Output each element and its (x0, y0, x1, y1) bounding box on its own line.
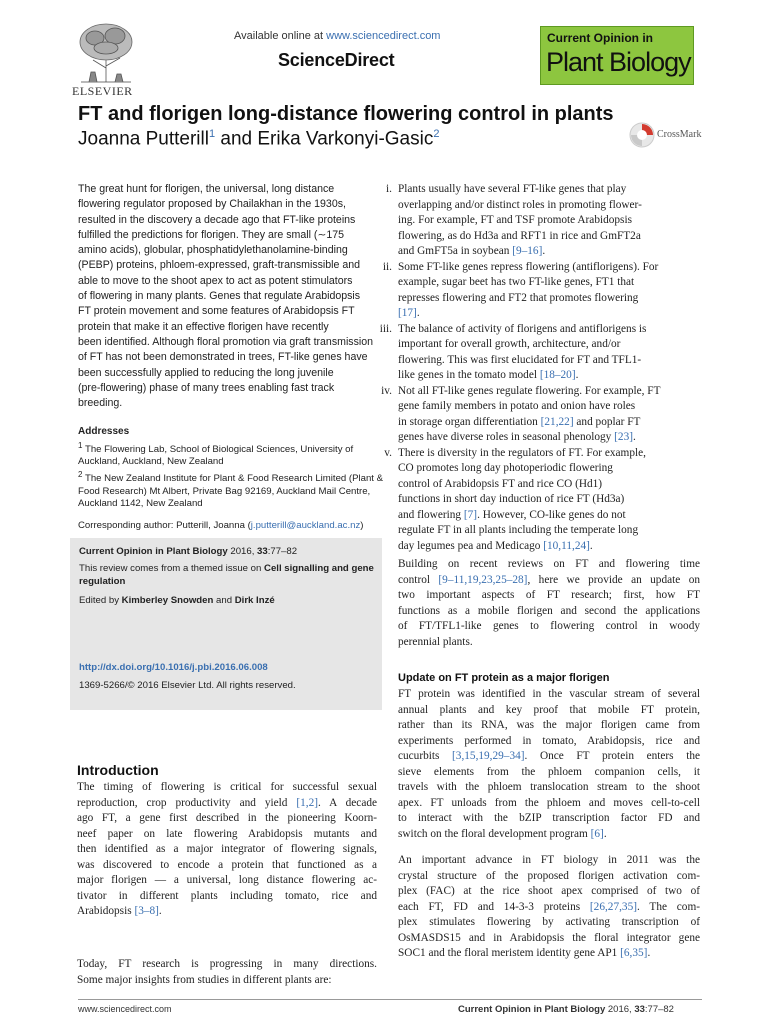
text-run: Arabidopsis (77, 905, 135, 917)
footer-pages: :77–82 (644, 1004, 674, 1015)
theme-line (79, 563, 374, 574)
corresponding-email-link[interactable]: j.putterill@auckland.ac.nz (250, 519, 361, 531)
text-run: genes have diverse roles in seasonal phenology (398, 431, 615, 443)
edited-prefix: Edited by (79, 595, 122, 606)
paragraph-line: two important aspects of FT research; first, how FT (398, 589, 700, 601)
text-run: each FT, FD and 14-3-3 proteins (398, 900, 590, 913)
paragraph-line: to interact with the bZIP transcription factor FD and (398, 812, 700, 824)
text-run: switch on the floral development program (398, 827, 591, 840)
footer-year: 2016, (605, 1004, 635, 1015)
list-item-row (368, 337, 702, 353)
corresponding-suffix: ) (360, 519, 364, 531)
list-item-text: Not all FT-like genes regulate flowering. For example, FT (398, 384, 661, 397)
text-run: . (647, 947, 651, 959)
list-item-row (368, 353, 702, 369)
paragraph-line: sieve elements from the phloem companion cells, it (398, 765, 700, 778)
paragraph-line: The timing of flowering is critical for successful sexual (77, 781, 377, 793)
address-2-line2: Food Research) Mt Albert, Private Bag 92169, Auckland Mail Centre, (78, 485, 371, 497)
list-item-text: regulate FT in all plants including the temperate long (398, 524, 639, 536)
list-item-row (368, 244, 702, 260)
paragraph-line: apex. FT unloads from the phloem and moves cell-to-cell (398, 796, 700, 809)
update-heading: Update on FT protein as a major florigen (398, 672, 610, 684)
text-run: in storage organ differentiation (398, 415, 541, 428)
paragraph-line: annual plants and key proof that mobile FT protein, (398, 703, 700, 716)
footer-website: www.sciencedirect.com (78, 1004, 172, 1014)
sciencedirect-wordmark: ScienceDirect (278, 50, 395, 70)
overview-paragraph (398, 557, 700, 650)
citation-reference[interactable]: [6,35] (620, 947, 648, 959)
article-authors (78, 128, 439, 150)
text-run: . (603, 827, 607, 840)
address-2-line1: The New Zealand Institute for Plant & Food Research Limited (Plant & (84, 473, 384, 485)
footer-citation (458, 1004, 674, 1015)
citation-reference[interactable]: [6] (590, 827, 604, 840)
paragraph-line: rather than its RNA, was the major florigen came from (398, 719, 700, 731)
list-item-text (398, 539, 593, 555)
paragraph-line: neef paper on late flowering Arabidopsis mutants and (77, 827, 377, 840)
journal-logo-box (540, 26, 694, 85)
paragraph-line: OsMASDS15 and in Arabidopsis the floral integrator gene (398, 931, 700, 944)
list-item-row (368, 306, 702, 322)
text-run: . (575, 369, 579, 381)
crossmark-badge[interactable] (628, 121, 708, 151)
list-item-text: flowering, as do Hd3a and RFT1 in rice and GmFT2a (398, 229, 641, 242)
list-item-row (368, 461, 702, 477)
abstract-line: resulted in the discovery a decade ago that FT-like proteins (78, 213, 356, 226)
list-item-row (368, 415, 702, 431)
text-run: . (589, 539, 593, 552)
list-item-text: Plants usually have several FT-like genes that play (398, 183, 627, 195)
footer-volume: 33 (634, 1004, 645, 1015)
text-run: and GmFT5a in soybean (398, 245, 513, 257)
text-run: reproduction, crop productivity and yield (77, 796, 297, 809)
address-2-line3: Auckland 1142, New Zealand (78, 498, 203, 510)
list-item-text: Some FT-like genes repress flowering (antiflorigens). For (398, 260, 659, 273)
citation-reference[interactable]: [3–8] (134, 905, 159, 917)
citation-reference[interactable]: [9–11,19,23,25–28] (438, 573, 528, 586)
citation-line (79, 546, 297, 557)
text-run: . (158, 905, 162, 917)
list-item-row (368, 477, 702, 493)
update-paragraph-1 (398, 687, 700, 842)
sciencedirect-link[interactable]: www.sciencedirect.com (326, 30, 441, 42)
citation-reference[interactable]: [17] (398, 307, 417, 319)
update-paragraph-2 (398, 853, 700, 962)
abstract-line: The great hunt for florigen, the universal, long distance (78, 183, 335, 195)
doi-link[interactable]: http://dx.doi.org/10.1016/j.pbi.2016.06.008 (79, 662, 268, 673)
corresponding-prefix: Corresponding author: Putterill, Joanna ( (78, 519, 251, 531)
address-1-line2: Auckland, Auckland, New Zealand (78, 456, 224, 468)
editor-and: and (213, 595, 235, 606)
text-run: . A decade (318, 796, 377, 809)
journal-logo-line1: Current Opinion in (547, 31, 653, 45)
abstract-line: breeding. (78, 397, 123, 410)
author-1: Joanna Putterill (78, 128, 209, 150)
paragraph-line: was discovered to encode a protein that functioned as a (77, 858, 377, 871)
paragraph-line: tivator in different plants including tomato, rice and (77, 889, 377, 902)
doi-line (79, 662, 268, 673)
article-title: FT and florigen long-distance flowering control in plants (78, 103, 614, 125)
list-item-text (398, 508, 626, 524)
article-info-box (70, 538, 382, 710)
abstract-line: amino acids), globular, phosphatidylethanolamine-binding (78, 244, 348, 257)
text-run: control (398, 573, 439, 586)
text-run: . (542, 245, 546, 257)
list-item-text: example, sugar beet has two FT-like genes, FT1 that (398, 276, 635, 288)
text-run: . The com- (637, 900, 700, 913)
list-item-row (368, 260, 702, 276)
list-item-text (398, 244, 545, 260)
introduction-heading: Introduction (77, 762, 159, 778)
theme-prefix: This review comes from a themed issue on (79, 563, 265, 574)
list-item-row (368, 368, 702, 384)
abstract-line: (pre-flowering) phase of many trees enabling fast track (78, 381, 335, 394)
paragraph-line: An important advance in FT biology in 2011 was the (398, 854, 700, 866)
text-run: , here we provide an update on (527, 573, 700, 586)
text-run: and flowering (398, 508, 464, 521)
address-1-line1: The Flowering Lab, School of Biological Sciences, University of (84, 443, 354, 455)
text-run: . However, CO-like genes do not (477, 508, 626, 521)
introduction-paragraph-2 (77, 957, 377, 988)
abstract-line: (PEBP) proteins, phloem-expressed, graft-transmissible and (78, 259, 361, 272)
paragraph-line (398, 946, 700, 962)
list-item-row (368, 446, 702, 462)
list-item-text: gene family members in potato and onion have roles (398, 400, 636, 412)
citation-year: 2016, (227, 546, 258, 557)
footer-journal: Current Opinion in Plant Biology (458, 1004, 606, 1015)
list-item-text: The balance of activity of florigens and antiflorigens is (398, 322, 647, 335)
corresponding-author (78, 520, 378, 533)
paragraph-line (77, 796, 377, 812)
editors-line (79, 595, 275, 606)
list-item-row (368, 539, 702, 555)
list-item-row (368, 430, 702, 446)
list-item-row (368, 492, 702, 508)
author-2: Erika Varkonyi-Gasic (257, 128, 434, 150)
key-insights-list (368, 182, 702, 554)
paragraph-line (398, 573, 700, 589)
paragraph-line: crystal structure of the proposed florigen activation com- (398, 869, 700, 882)
paragraph-line: FT protein was identified in the vascular stream of several (398, 688, 700, 700)
paragraph-line (398, 827, 700, 843)
list-item-row (368, 322, 702, 338)
citation-reference[interactable]: [18–20] (539, 369, 576, 381)
list-item-row (368, 229, 702, 245)
list-item-row (368, 508, 702, 524)
editor-1: Kimberley Snowden (121, 595, 214, 606)
citation-reference[interactable]: [1,2] (296, 796, 319, 809)
list-item-text (398, 430, 636, 446)
theme-line-2 (79, 576, 125, 587)
abstract-line: of flowering in many plants. Genes that regulate Arabidopsis (78, 290, 361, 303)
paragraph-line: then identified as a major integrator of flowering signals, (77, 843, 377, 855)
list-item-text (398, 306, 420, 322)
elsevier-tree-logo (72, 20, 137, 98)
text-run: cucurbits (398, 750, 453, 762)
authors-and: and (215, 128, 258, 150)
citation-reference[interactable]: [9–16] (512, 245, 543, 257)
paragraph-line: experiments performed in tomato, Arabidopsis, rice and (398, 734, 700, 747)
available-online (234, 30, 440, 42)
author-1-affiliation: 1 (208, 128, 216, 140)
list-item-row (368, 182, 702, 198)
citation-reference[interactable]: [7] (463, 508, 478, 521)
list-item-text: represses flowering and FT2 that promotes flowering (398, 291, 639, 304)
journal-logo-line2: Plant Biology (546, 47, 691, 77)
list-item-text: functions in short day induction of rice FT (Hd3a) (398, 493, 625, 505)
list-item-number: iii. (379, 322, 392, 335)
paragraph-line: ago FT, a gene first described in the pioneering Koorn- (77, 812, 377, 824)
paragraph-line: Some major insights from studies in different plants are: (77, 973, 332, 986)
crossmark-label: CrossMark (657, 129, 702, 140)
citation-reference[interactable]: [3,15,19,29–34] (452, 750, 525, 762)
publisher-name: ELSEVIER (72, 84, 133, 98)
paragraph-line: travels with the phloem translocation stream to the shoot (398, 781, 700, 793)
paragraph-line: Building on recent reviews on FT and flowering time (398, 558, 700, 570)
citation-journal: Current Opinion in Plant Biology (79, 546, 228, 557)
editor-2: Dirk Inzé (234, 595, 275, 606)
abstract-line: flowering regulator proposed by Chailakhan in the 1930s, (78, 198, 346, 211)
citation-volume: 33 (257, 546, 268, 557)
author-2-affiliation: 2 (433, 128, 440, 140)
paragraph-line (77, 904, 377, 920)
list-item-text: ing. For example, FT and TSF promote Arabidopsis (398, 214, 632, 226)
addresses-block (78, 426, 384, 533)
footer-rule (78, 999, 702, 1000)
text-run: and poplar FT (573, 415, 641, 428)
abstract-line: of FT has not been demonstrated in trees, FT-like genes have (78, 351, 368, 364)
abstract-line: been successfully applied to reducing the long juvenile (78, 366, 334, 379)
text-run: . (632, 431, 636, 443)
citation-reference[interactable]: [23] (614, 431, 633, 443)
paragraph-line: Today, FT research is progressing in many directions. (77, 958, 377, 970)
copyright-line: 1369-5266/© 2016 Elsevier Ltd. All rights reserved. (79, 680, 296, 691)
text-run: . Once FT protein enters the (524, 750, 700, 762)
citation-reference[interactable]: [26,27,35] (589, 900, 637, 913)
text-run: day legumes pea and Medicago (398, 539, 544, 552)
text-run: like genes in the tomato model (398, 369, 540, 381)
paragraph-line: of FT/TFL1-like genes to flowering control in woody (398, 620, 700, 632)
list-item-text: There is diversity in the regulators of FT. For example, (398, 446, 646, 459)
list-item-text: important for overall growth, architecture, and/or (398, 338, 621, 350)
introduction-paragraph-1 (77, 780, 377, 920)
text-run: . (416, 307, 420, 319)
list-item-number: i. (386, 183, 392, 195)
paragraph-line (398, 900, 700, 916)
addresses-heading: Addresses (78, 426, 130, 437)
citation-reference[interactable]: [10,11,24] (543, 539, 590, 552)
citation-reference[interactable]: [21,22] (540, 415, 574, 428)
paragraph-line: perennial plants. (398, 635, 473, 648)
list-item-row (368, 275, 702, 291)
paragraph-line: plex stimulates flowering by activating transcription of (398, 916, 700, 928)
abstract-line: fulfilled the predictions for florigen. They are small (∼175 (78, 228, 345, 241)
list-item-text: CO promotes long day photoperiodic flowering (398, 462, 613, 474)
paragraph-line (398, 749, 700, 765)
list-item-row (368, 384, 702, 400)
list-item-text (398, 368, 578, 384)
abstract-line: protein that make it an effective florigen have recently (78, 320, 329, 333)
citation-pages: :77–82 (267, 546, 298, 557)
list-item-row (368, 213, 702, 229)
list-item-number: ii. (382, 260, 392, 273)
abstract-line: FT protein movement and some features of Arabidopsis FT (78, 305, 355, 318)
paragraph-line: major florigen — a universal, long distance flowering ac- (77, 874, 377, 886)
list-item-row (368, 523, 702, 539)
list-item-text: overlapping and/or distinct roles in promoting flower- (398, 198, 642, 211)
list-item-number: v. (384, 446, 392, 459)
list-item-number: iv. (381, 384, 392, 397)
abstract-line: been identified. Although floral promotion via graft transmission (78, 335, 374, 348)
address-1-marker: 1 (78, 440, 83, 450)
list-item-row (368, 291, 702, 307)
abstract (78, 182, 378, 411)
list-item-row (368, 198, 702, 214)
theme-topic-2: regulation (79, 576, 126, 587)
abstract-line: able to move to the shoot apex to act as potent stimulators (78, 274, 353, 287)
paragraph-line: plex (FAC) at the rice shoot apex comprised of two of (398, 885, 700, 897)
list-item-text (398, 415, 640, 431)
list-item-row (368, 399, 702, 415)
text-run: SOC1 and the floral meristem identity gene AP1 (398, 947, 621, 959)
address-2-marker: 2 (78, 469, 83, 479)
list-item-text: control of Arabidopsis FT and rice CO (Hd1) (398, 477, 603, 490)
list-item-text: flowering. This was first elucidated for FT and TFL1- (398, 353, 642, 366)
theme-topic-1: Cell signalling and gene (264, 563, 374, 574)
available-prefix: Available online at (234, 30, 327, 42)
paragraph-line: functions as a mobile florigen and second the applications (398, 604, 700, 617)
